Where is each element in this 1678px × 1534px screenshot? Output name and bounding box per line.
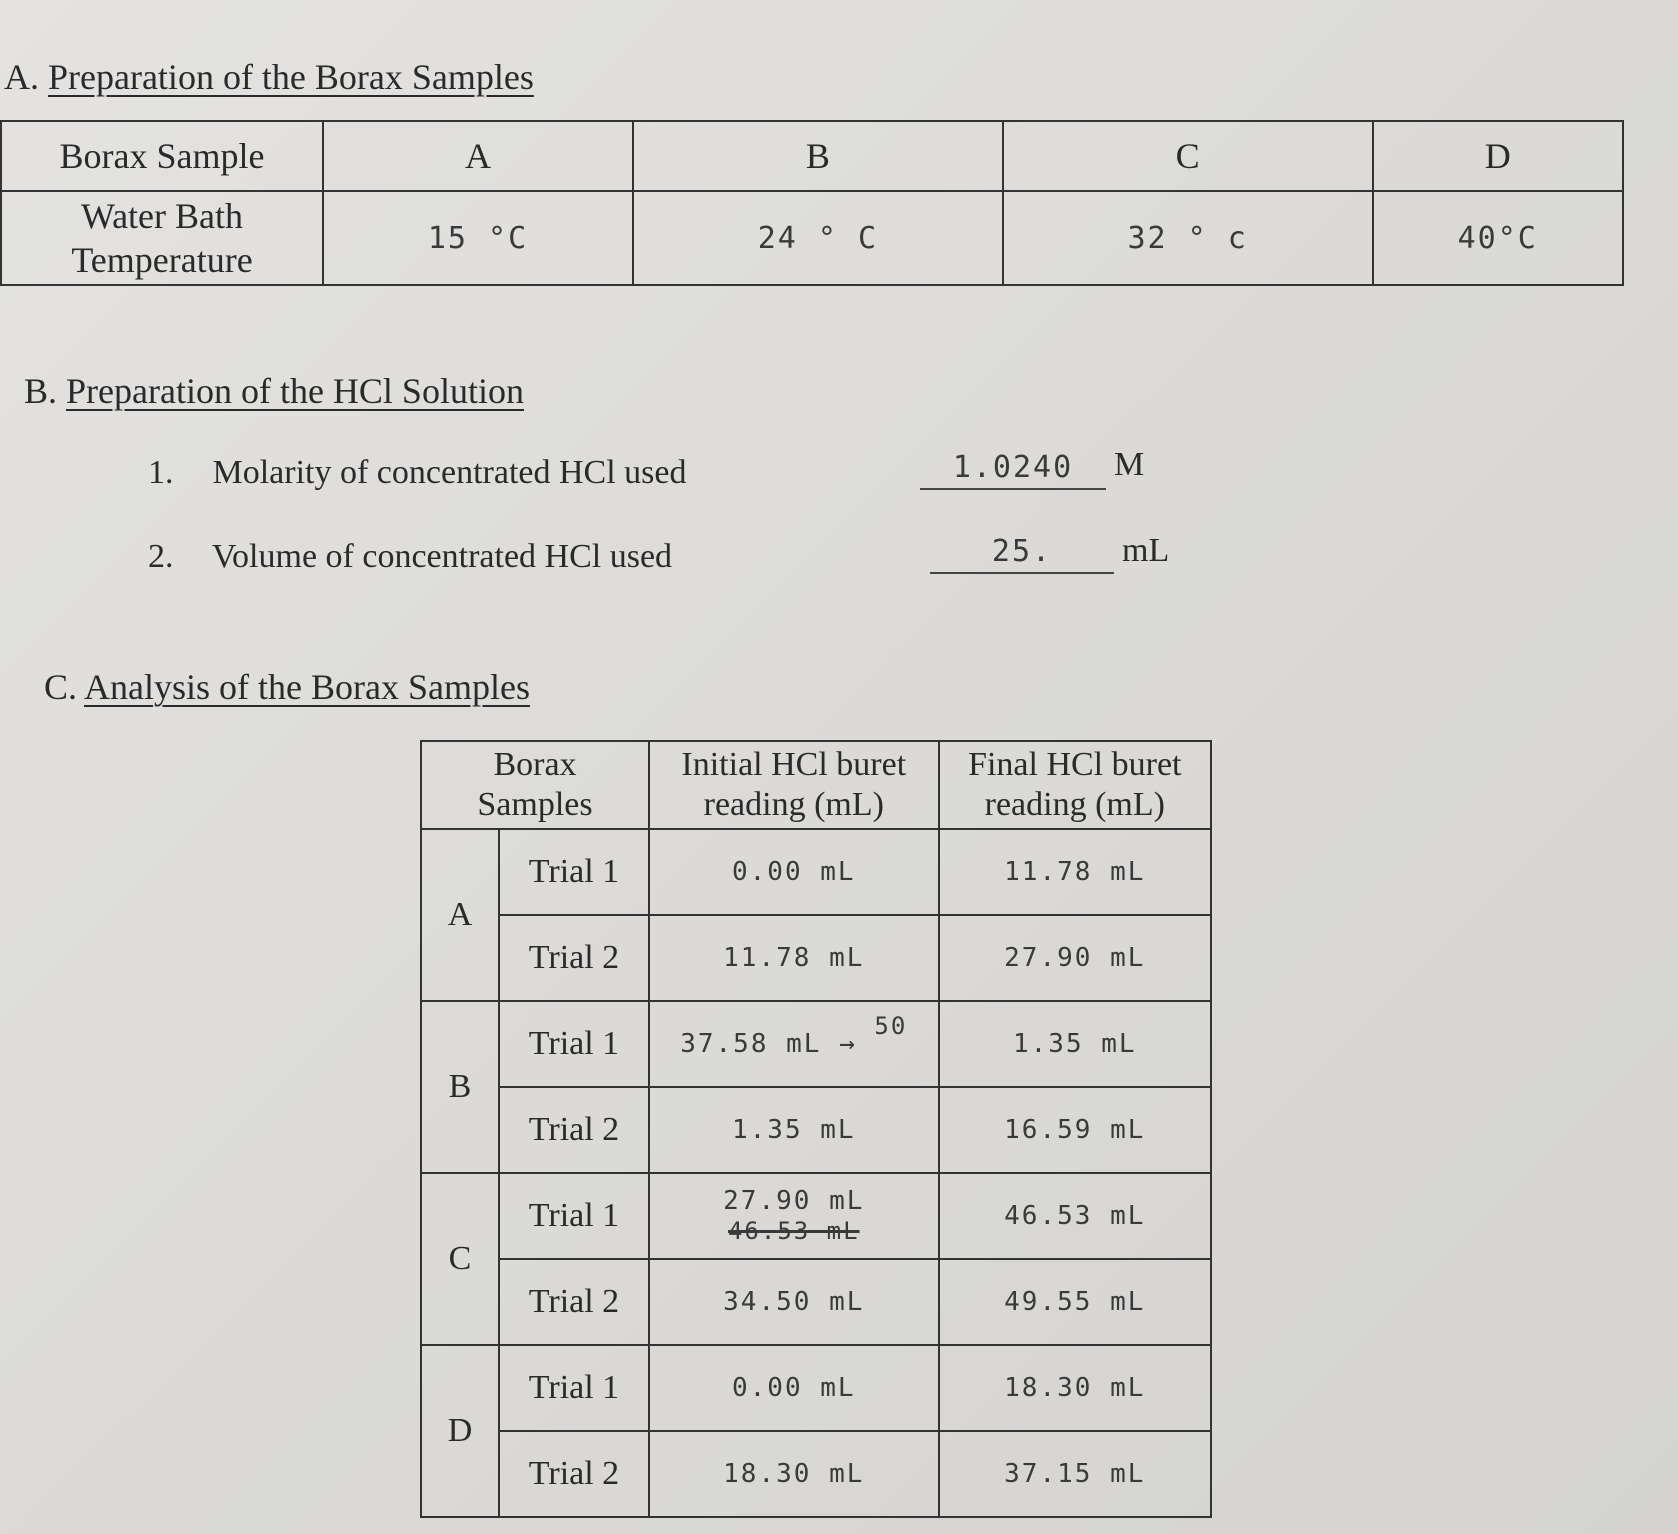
volume-unit: mL — [1122, 532, 1170, 569]
sample-group-c: C — [421, 1173, 499, 1345]
table-row — [421, 1001, 1211, 1087]
final-reading: 11.78 mL — [939, 829, 1211, 915]
initial-reading-note: 50 — [874, 1012, 908, 1040]
table-c-header-row — [421, 741, 1211, 829]
trial-label: Trial 2 — [499, 915, 649, 1001]
table-row — [421, 1087, 1211, 1173]
samples-header-line2: Samples — [477, 786, 593, 823]
molarity-unit: M — [1114, 446, 1145, 483]
volume-value: 25. — [930, 532, 1114, 574]
final-header-line1: Final HCl buret — [968, 746, 1182, 783]
section-a-title — [4, 56, 534, 98]
molarity-label: Molarity of concentrated HCl used — [212, 454, 687, 491]
initial-header-line1: Initial HCl buret — [681, 746, 907, 783]
table-row — [421, 1431, 1211, 1517]
section-c-prefix: C. — [44, 667, 78, 707]
section-a-title-text: Preparation of the Borax Samples — [48, 57, 534, 97]
sample-d-header: D — [1373, 121, 1623, 191]
temp-sample-d: 40°C — [1373, 191, 1623, 285]
initial-reading: 1.35 mL — [649, 1087, 939, 1173]
initial-reading-value: 27.90 mL — [723, 1186, 865, 1216]
trial-label: Trial 1 — [499, 1173, 649, 1259]
borax-samples-table — [0, 120, 1624, 286]
final-reading-header — [939, 741, 1211, 829]
initial-reading: 34.50 mL — [649, 1259, 939, 1345]
sample-group-a: A — [421, 829, 499, 1001]
sample-group-d: D — [421, 1345, 499, 1517]
section-a-prefix: A. — [4, 57, 39, 97]
initial-reading-struck: 46.53 mL — [727, 1217, 860, 1245]
temp-label-line1: Water Bath — [80, 196, 244, 236]
volume-row — [148, 538, 672, 576]
trial-label: Trial 1 — [499, 1345, 649, 1431]
initial-reading — [649, 1001, 939, 1087]
samples-header-line1: Borax — [493, 746, 577, 783]
temp-sample-a: 15 °C — [323, 191, 633, 285]
final-reading: 16.59 mL — [939, 1087, 1211, 1173]
table-row — [421, 829, 1211, 915]
section-c-title-text: Analysis of the Borax Samples — [84, 667, 530, 707]
final-reading: 49.55 mL — [939, 1259, 1211, 1345]
sample-b-header: B — [633, 121, 1003, 191]
borax-analysis-table — [420, 740, 1212, 1518]
section-b-title — [24, 370, 524, 412]
volume-number: 2. — [148, 538, 174, 575]
final-reading: 37.15 mL — [939, 1431, 1211, 1517]
water-bath-temp-label — [1, 191, 323, 285]
temp-label-line2: Temperature — [71, 240, 253, 280]
initial-reading: 0.00 mL — [649, 1345, 939, 1431]
initial-reading: 11.78 mL — [649, 915, 939, 1001]
trial-label: Trial 2 — [499, 1259, 649, 1345]
table-row — [421, 915, 1211, 1001]
trial-label: Trial 1 — [499, 1001, 649, 1087]
final-header-line2: reading (mL) — [984, 786, 1165, 823]
final-reading: 27.90 mL — [939, 915, 1211, 1001]
initial-header-line2: reading (mL) — [703, 786, 884, 823]
sample-group-b: B — [421, 1001, 499, 1173]
volume-label: Volume of concentrated HCl used — [211, 538, 673, 575]
sample-c-header: C — [1003, 121, 1373, 191]
molarity-number: 1. — [148, 454, 174, 491]
final-reading: 1.35 mL — [939, 1001, 1211, 1087]
trial-label: Trial 2 — [499, 1431, 649, 1517]
borax-samples-header — [421, 741, 649, 829]
molarity-value: 1.0240 — [920, 448, 1106, 490]
trial-label: Trial 1 — [499, 829, 649, 915]
table-row — [421, 1345, 1211, 1431]
final-reading: 46.53 mL — [939, 1173, 1211, 1259]
section-c-title — [44, 666, 530, 708]
section-b-prefix: B. — [24, 371, 58, 411]
initial-reading: 0.00 mL — [649, 829, 939, 915]
trial-label: Trial 2 — [499, 1087, 649, 1173]
temp-sample-c: 32 ° c — [1003, 191, 1373, 285]
initial-reading-header — [649, 741, 939, 829]
section-b-title-text: Preparation of the HCl Solution — [66, 371, 524, 411]
sample-a-header: A — [323, 121, 633, 191]
molarity-row — [148, 454, 686, 492]
final-reading: 18.30 mL — [939, 1345, 1211, 1431]
temp-sample-b: 24 ° C — [633, 191, 1003, 285]
table-row — [421, 1173, 1211, 1259]
initial-reading: 18.30 mL — [649, 1431, 939, 1517]
table-row — [421, 1259, 1211, 1345]
table-a-temp-row — [1, 191, 1623, 285]
initial-reading — [649, 1173, 939, 1259]
table-a-header-row — [1, 121, 1623, 191]
borax-sample-label: Borax Sample — [1, 121, 323, 191]
initial-reading-value: 37.58 mL → — [680, 1029, 857, 1059]
